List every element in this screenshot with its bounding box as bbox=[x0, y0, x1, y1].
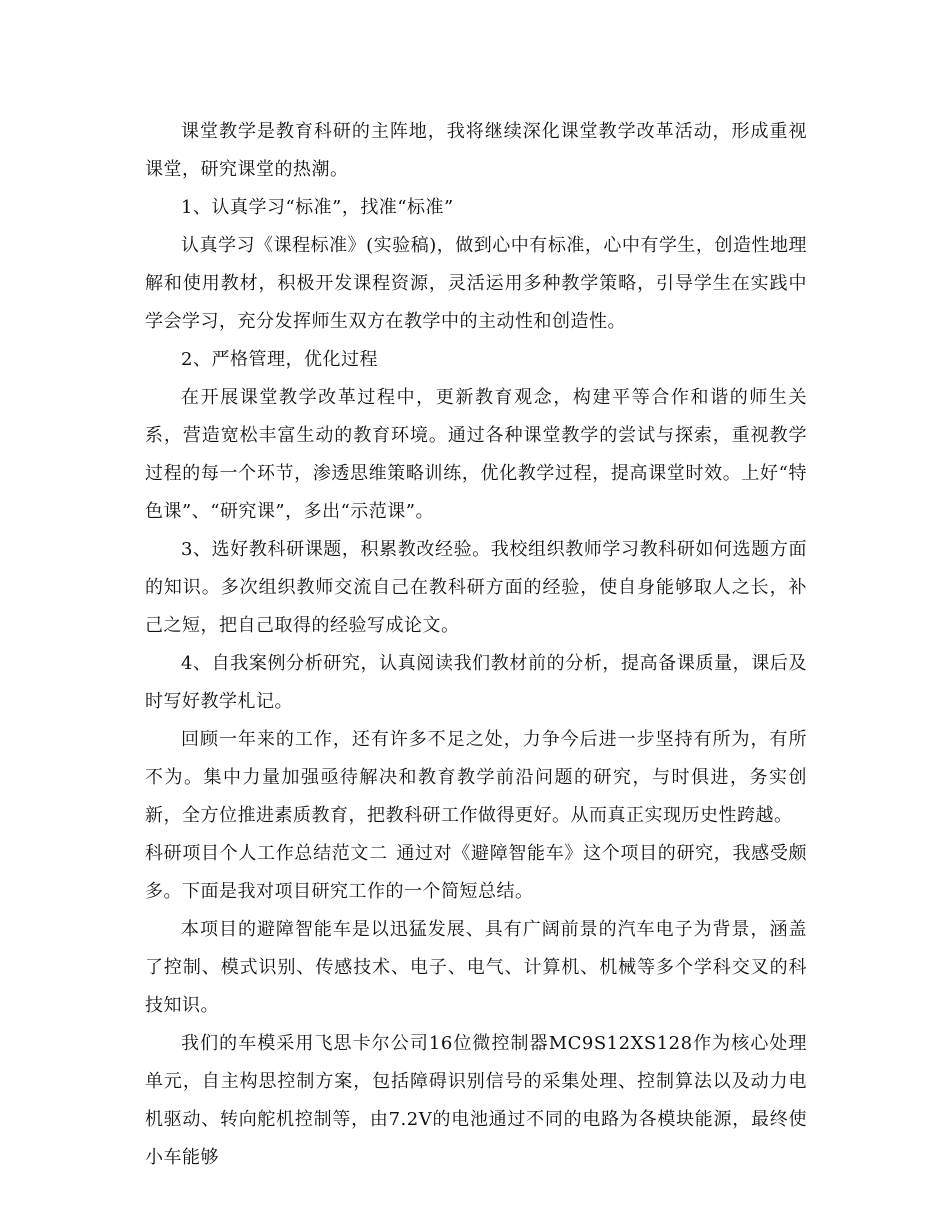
document-body bbox=[145, 113, 807, 1177]
paragraph-review: 回顾一年来的工作，还有许多不足之处，力争今后进一步坚持有所为，有所不为。集中力量加强亟待解决和教育教学前沿问题的研究，与时俱进，务实创新，全方位推进素质教育，把教科研工作做得更好。从而真正实现历史性跨越。 bbox=[145, 729, 807, 826]
heading-study-standards: 1、认真学习“标准”，找准“标准” bbox=[181, 197, 454, 218]
paragraph-strict-management: 在开展课堂教学改革过程中，更新教育观念，构建平等合作和谐的师生关系，营造宽松丰富生动的教育环境。通过各种课堂教学的尝试与探索，重视教学过程的每一个环节，渗透思维策略训练，优化教学过程，提高课堂时效。上好“特色课”、“研究课”，多出“示范课”。 bbox=[145, 387, 807, 522]
paragraph-study-standards: 认真学习《课程标准》(实验稿)，做到心中有标准，心中有学生，创造性地理解和使用教材，积极开发课程资源，灵活运用多种教学策略，引导学生在实践中学会学习，充分发挥师生双方在教学中的主动性和创造性。 bbox=[145, 235, 807, 332]
paragraph-sample-two-intro: 科研项目个人工作总结范文二 通过对《避障智能车》这个项目的研究，我感受颇多。下面是我对项目研究工作的一个简短总结。 bbox=[145, 843, 808, 902]
paragraph-car-model: 我们的车模采用飞思卡尔公司16位微控制器MC9S12XS128作为核心处理单元，自主构思控制方案，包括障碍识别信号的采集处理、控制算法以及动力电机驱动、转向舵机控制等，由7.2V的电池通过不同的电路为各模块能源，最终使小车能够 bbox=[145, 1033, 807, 1168]
paragraph-case-analysis: 4、自我案例分析研究，认真阅读我们教材前的分析，提高备课质量，课后及时写好教学札记。 bbox=[145, 653, 807, 712]
paragraph-research-topics: 3、选好教科研课题，积累教改经验。我校组织教师学习教科研如何选题方面的知识。多次组织教师交流自己在教科研方面的经验，使自身能够取人之长，补己之短，把自己取得的经验写成论文。 bbox=[145, 539, 807, 636]
paragraph-intro: 课堂教学是教育科研的主阵地，我将继续深化课堂教学改革活动，形成重视课堂，研究课堂的热潮。 bbox=[145, 121, 807, 180]
heading-strict-management: 2、严格管理，优化过程 bbox=[181, 349, 378, 370]
paragraph-project-background: 本项目的避障智能车是以迅猛发展、具有广阔前景的汽车电子为背景，涵盖了控制、模式识别、传感技术、电子、电气、计算机、机械等多个学科交叉的科技知识。 bbox=[145, 919, 807, 1016]
